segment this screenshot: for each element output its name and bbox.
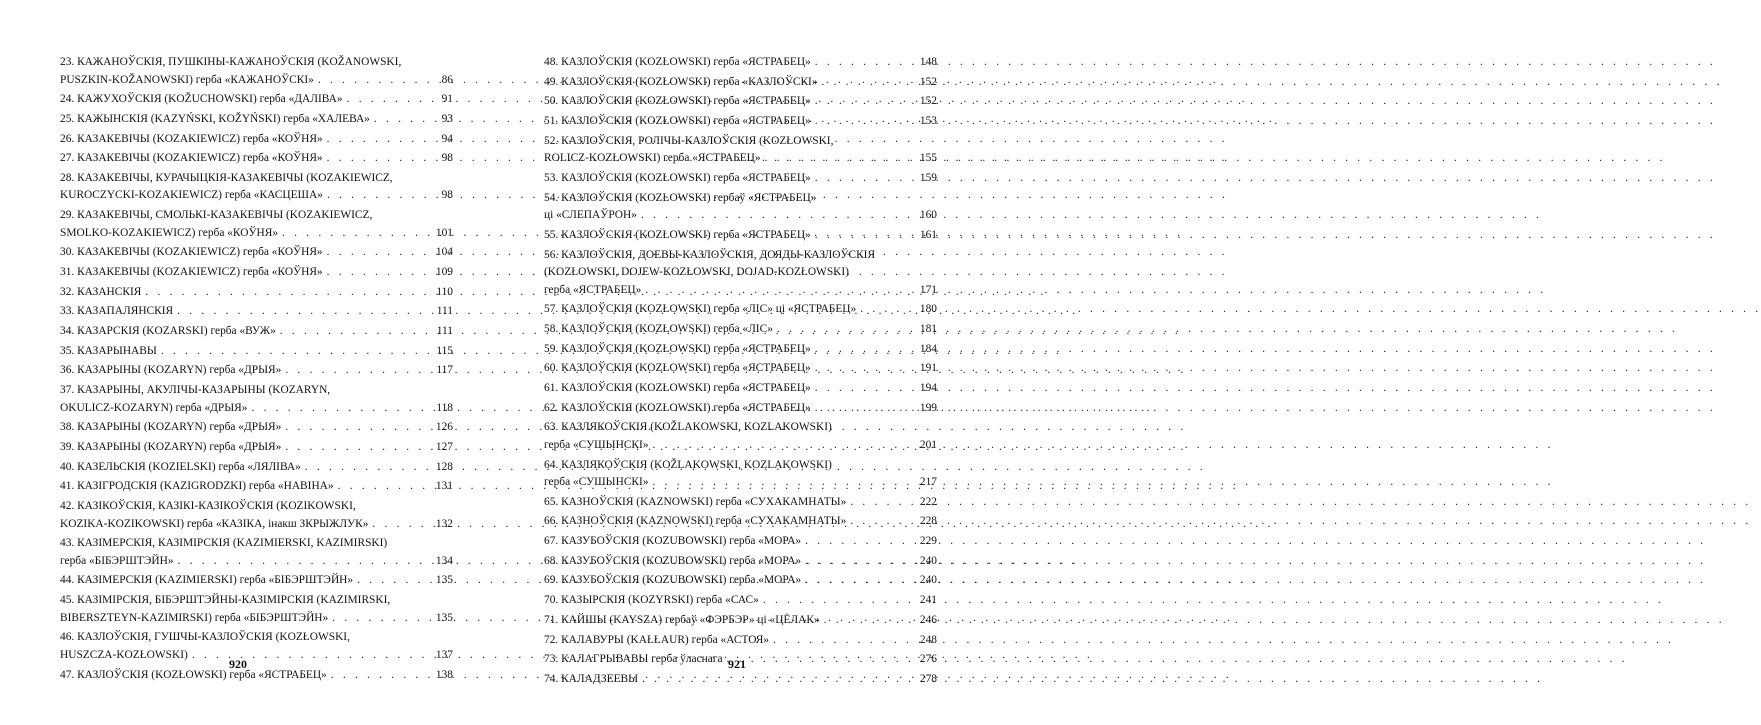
toc-entry-line: 54. КАЗЛОЎСКІЯ (KOZŁOWSKI) гербаў «ЯСТРАБЕЦ» xyxy=(544,191,817,204)
toc-entry xyxy=(60,419,453,437)
toc-entry xyxy=(60,629,453,664)
toc-entry-title: 58. КАЗЛОЎСКІЯ (KOZŁOWSKI) герба «ЛІС» xyxy=(544,322,773,335)
toc-entry-line: 42. КАЗІКОЎСКІЯ, КАЗІКІ-КАЗІКОЎСКІЯ (KOZIKOWSKI, xyxy=(60,500,356,513)
dot-leader xyxy=(642,671,1543,689)
toc-entry xyxy=(60,478,453,496)
toc-entry-page: 194 xyxy=(919,381,937,394)
toc-entry-last-line xyxy=(544,671,903,689)
toc-entry-last-line xyxy=(60,478,419,496)
toc-entry-title: герба «СУШЫНСКІ» xyxy=(544,476,649,488)
toc-entry xyxy=(60,323,453,341)
dot-leader xyxy=(815,113,1716,131)
toc-entry-title: 59. КАЗЛОЎСКІЯ (KOZŁOWSKI) герба «ЯСТРАБЕЦ» xyxy=(544,342,811,355)
toc-entry-page: 115 xyxy=(436,344,453,357)
toc-entry xyxy=(544,380,937,398)
toc-entry-last-line xyxy=(544,113,903,131)
toc-entry-last-line xyxy=(60,225,419,243)
toc-entry-last-line xyxy=(544,494,903,512)
toc-entry-last-line xyxy=(60,187,419,205)
toc-entry-page: 217 xyxy=(919,476,937,488)
toc-entry-page: 135 xyxy=(435,574,453,587)
toc-entry-page: 159 xyxy=(919,171,937,184)
toc-entry-page: 160 xyxy=(919,209,937,222)
toc-entry-page: 229 xyxy=(919,535,937,548)
right-page-toc xyxy=(544,54,937,691)
toc-entry-title: 47. КАЗЛОЎСКІЯ (KOZŁOWSKI) герба «ЯСТРАБЕЦ» xyxy=(60,668,327,681)
toc-entry-line: 29. КАЗАКЕВІЧЫ, СМОЛЬКІ-КАЗАКЕВІЧЫ (KOZAKIEWICZ, xyxy=(60,209,373,222)
toc-entry xyxy=(60,439,453,457)
toc-entry-page: 171 xyxy=(919,283,937,296)
toc-entry xyxy=(60,150,453,168)
dot-leader xyxy=(815,54,1716,72)
toc-entry-last-line xyxy=(544,632,903,650)
toc-entry xyxy=(544,553,937,571)
toc-entry-title: 61. КАЗЛОЎСКІЯ (KOZŁOWSKI) герба «ЯСТРАБЕЦ» xyxy=(544,381,811,394)
toc-entry-page: 128 xyxy=(435,460,453,473)
toc-entry-title: 48. КАЗЛОЎСКІЯ (KOZŁOWSKI) герба «ЯСТРАБЕЦ» xyxy=(544,56,811,68)
toc-entry-title: 24. КАЖУХОЎСКІЯ (KOŽUCHOWSKI) герба «ДАЛІВА» xyxy=(60,93,343,106)
toc-entry xyxy=(544,321,937,339)
dot-leader xyxy=(773,632,1674,650)
toc-entry-title: KOZIKA-KOZIKOWSKI) герба «КАЗІКА, інакш ЗКРЫЖЛУК» xyxy=(60,517,369,530)
toc-entry xyxy=(60,667,453,685)
toc-entry-page: 155 xyxy=(919,152,937,165)
toc-entry-last-line xyxy=(544,207,903,225)
dot-leader xyxy=(860,301,1761,319)
toc-entry-page: 118 xyxy=(436,401,453,414)
toc-entry-line: 63. КАЗЛЯКОЎСКІЯ (KOŽLAKOWSKI, KOZLAKOWSKI) xyxy=(544,421,832,434)
toc-entry-page: 127 xyxy=(435,441,453,453)
dot-leader xyxy=(815,341,1716,359)
left-page-number: 920 xyxy=(229,657,247,671)
toc-entry-last-line xyxy=(60,459,419,477)
dot-leader xyxy=(805,533,1706,551)
toc-entry-last-line xyxy=(544,592,903,610)
toc-entry-title: PUSZKIN-KOŽANOWSKI) герба «КАЖАНОЎСКІ» xyxy=(60,73,314,86)
toc-entry-page: 180 xyxy=(919,303,937,316)
toc-entry xyxy=(544,400,937,418)
toc-entry xyxy=(544,190,937,225)
toc-entry-title: 73. КАЛАГРЫВАВЫ герба ўласнага xyxy=(544,653,723,666)
toc-entry-page: 248 xyxy=(919,633,937,646)
toc-entry-line: 43. КАЗІМЕРСКІЯ, КАЗІМІРСКІЯ (KAZIMIERSKI, KAZIMIRSKI) xyxy=(60,537,388,550)
dot-leader xyxy=(815,380,1716,398)
toc-entry-last-line xyxy=(60,572,419,590)
toc-entry-last-line xyxy=(60,72,419,90)
toc-entry-title: 40. КАЗЕЛЬСКІЯ (KOZIELSKI) герба «ЛЯЛІВА» xyxy=(60,460,301,473)
toc-entry-last-line xyxy=(544,301,903,319)
toc-entry-page: 246 xyxy=(919,613,937,626)
toc-entry-last-line xyxy=(544,341,903,359)
toc-entry-title: 34. КАЗАРСКІЯ (KOZARSKI) герба «ВУЖ» xyxy=(60,325,276,338)
toc-entry-page: 93 xyxy=(441,112,453,125)
toc-entry xyxy=(544,592,937,610)
toc-entry-page: 240 xyxy=(919,554,937,567)
toc-entry xyxy=(544,419,937,454)
toc-entry xyxy=(544,227,937,245)
toc-entry-title: 74. КАЛАДЗЕЕВЫ xyxy=(544,672,639,685)
toc-entry-page: 201 xyxy=(919,438,937,451)
toc-entry-last-line xyxy=(60,610,419,628)
dot-leader xyxy=(850,513,1751,531)
toc-entry xyxy=(60,54,453,89)
toc-entry-title: герба «ЯСТРАБЕЦ» xyxy=(544,283,642,296)
toc-entry-page: 110 xyxy=(436,285,453,298)
toc-entry-last-line xyxy=(544,360,903,378)
toc-entry-page: 126 xyxy=(435,421,453,434)
toc-entry-last-line xyxy=(60,647,419,665)
toc-entry-title: 31. КАЗАКЕВІЧЫ (KOZAKIEWICZ) герба «КОЎНЯ» xyxy=(60,266,323,278)
toc-entry-last-line xyxy=(60,131,419,149)
toc-entry-page: 111 xyxy=(436,325,453,338)
toc-entry xyxy=(60,498,453,533)
dot-leader xyxy=(641,207,1542,225)
toc-entry xyxy=(544,93,937,111)
dot-leader xyxy=(815,93,1716,111)
dot-leader xyxy=(815,360,1716,378)
toc-entry-last-line xyxy=(60,91,419,109)
toc-entry-page: 98 xyxy=(441,152,453,165)
toc-entry-last-line xyxy=(544,282,903,300)
toc-entry-title: KUROCZYCKI-KOZAKIEWICZ) герба «КАСЦЕША» xyxy=(60,189,323,202)
dot-leader xyxy=(763,592,1664,610)
toc-entry-last-line xyxy=(60,362,419,380)
toc-entry-page: 117 xyxy=(436,364,453,377)
toc-entry-last-line xyxy=(544,553,903,571)
toc-entry xyxy=(544,457,937,492)
toc-entry xyxy=(544,301,937,319)
dot-leader xyxy=(777,321,1678,339)
toc-entry-last-line xyxy=(544,612,903,630)
toc-entry-title: 65. КАЗНОЎСКІЯ (KAZNOWSKI) герба «СУХАКАМНАТЫ» xyxy=(544,495,847,508)
toc-entry-title: BIBERSZTEYN-KAZIMIRSKI) герба «БІБЭРШТЭЙН» xyxy=(60,611,329,624)
toc-entry xyxy=(544,74,937,92)
toc-entry-line: 56. КАЗЛОЎСКІЯ, ДОЕВЫ-КАЗЛОЎСКІЯ, ДОЯДЫ-КАЗЛОЎСКІЯ xyxy=(544,248,876,261)
toc-entry-last-line xyxy=(544,437,903,455)
toc-entry xyxy=(60,362,453,380)
toc-entry-page: 152 xyxy=(919,75,937,88)
toc-entry xyxy=(544,113,937,131)
toc-entry xyxy=(60,244,453,262)
toc-entry xyxy=(544,341,937,359)
toc-entry-page: 111 xyxy=(436,305,453,318)
toc-entry-line: (KOZŁOWSKI, DOJEW-KOZŁOWSKI, DOJAD-KOZŁOWSKI) xyxy=(544,266,849,278)
dot-leader xyxy=(645,282,1546,300)
dot-leader xyxy=(805,553,1706,571)
toc-entry-last-line xyxy=(544,572,903,590)
toc-entry xyxy=(60,535,453,570)
toc-entry-title: 71. КАЙШЫ (KAYSZA) гербаў «ФЭРБЭР» ці «ЦЁЛАК» xyxy=(544,613,820,626)
toc-entry-last-line xyxy=(544,227,903,245)
toc-entry-page: 240 xyxy=(919,574,937,587)
toc-entry xyxy=(60,170,453,205)
toc-entry-line: 64. КАЗЛЯКОЎСКІЯ (KOŽLAKOWSKI, KOZLAKOWSKI) xyxy=(544,458,832,471)
toc-entry-title: HUSZCZA-KOZŁOWSKI) xyxy=(60,648,188,661)
toc-entry-page: 91 xyxy=(441,93,453,106)
toc-entry-page: 148 xyxy=(919,56,937,68)
toc-entry-title: 62. КАЗЛОЎСКІЯ (KOZŁOWSKI) герба «ЯСТРАБЕЦ» xyxy=(544,401,811,414)
toc-entry-title: 51. КАЗЛОЎСКІЯ (KOZŁOWSKI) герба «ЯСТРАБЕЦ» xyxy=(544,115,811,128)
dot-leader xyxy=(824,612,1725,630)
toc-entry-title: 67. КАЗУБОЎСКІЯ (KOZUBOWSKI) герба «МОРА» xyxy=(544,535,802,548)
toc-entry-line: 28. КАЗАКЕВІЧЫ, КУРАЧЫЦКІЯ-КАЗАКЕВІЧЫ (KOZAKIEWICZ, xyxy=(60,171,393,184)
toc-entry xyxy=(60,343,453,361)
toc-entry-last-line xyxy=(544,513,903,531)
toc-entry-title: 35. КАЗАРЫНАВЫ xyxy=(60,344,157,357)
dot-leader xyxy=(815,170,1716,188)
toc-entry xyxy=(544,572,937,590)
toc-entry xyxy=(544,133,937,168)
toc-entry-title: 53. КАЗЛОЎСКІЯ (KOZŁOWSKI) герба «ЯСТРАБЕЦ» xyxy=(544,171,811,184)
toc-entry-title: 57. КАЗЛОЎСКІЯ (KOZŁOWSKI) герба «ЛІС» ці «ЯСТРАБЕЦ» xyxy=(544,303,857,316)
toc-entry xyxy=(60,111,453,129)
toc-entry-title: 66. КАЗНОЎСКІЯ (KAZNOWSKI) герба «СУХАКАМНАТЫ» xyxy=(544,515,847,528)
toc-entry-last-line xyxy=(544,400,903,418)
toc-entry-title: 25. КАЖЫНСКІЯ (KAZYŃSKI, KOŽYŃSKI) герба «ХАЛЕВА» xyxy=(60,112,370,125)
toc-entry xyxy=(60,459,453,477)
toc-entry-last-line xyxy=(60,419,419,437)
toc-entry xyxy=(544,612,937,630)
toc-entry-title: герба «БІБЭРШТЭЙН» xyxy=(60,554,174,567)
toc-entry-last-line xyxy=(60,244,419,262)
toc-entry-title: 70. КАЗЫРСКІЯ (KOZYRSKI) герба «САС» xyxy=(544,594,759,607)
toc-entry xyxy=(544,494,937,512)
toc-entry-line: 23. КАЖАНОЎСКІЯ, ПУШКІНЫ-КАЖАНОЎСКІЯ (KOŽANOWSKI, xyxy=(60,56,402,68)
toc-entry xyxy=(60,264,453,282)
toc-entry-last-line xyxy=(60,400,419,418)
toc-entry-last-line xyxy=(544,74,903,92)
toc-entry-page: 138 xyxy=(435,668,453,681)
toc-entry-page: 228 xyxy=(919,515,937,528)
toc-entry-last-line xyxy=(544,533,903,551)
toc-entry-title: 36. КАЗАРЫНЫ (KOZARYN) герба «ДРЫЯ» xyxy=(60,364,282,377)
toc-entry-page: 276 xyxy=(919,653,937,666)
toc-entry xyxy=(60,572,453,590)
toc-entry-title: OKULICZ-KOZARYN) герба «ДРЫЯ» xyxy=(60,401,248,414)
toc-entry-title: 32. КАЗАНСКІЯ xyxy=(60,285,142,298)
toc-entry-page: 135 xyxy=(435,611,453,624)
toc-entry-page: 181 xyxy=(919,322,937,335)
toc-entry-title: 41. КАЗІГРОДСКІЯ (KAZIGRODZKI) герба «НАВІНА» xyxy=(60,480,334,493)
toc-entry-page: 98 xyxy=(441,189,453,202)
toc-entry-page: 222 xyxy=(919,495,937,508)
toc-entry-page: 86 xyxy=(441,73,453,86)
toc-entry xyxy=(544,360,937,378)
toc-entry-line: 52. КАЗЛОЎСКІЯ, РОЛІЧЫ-КАЗЛОЎСКІЯ (KOZŁOWSKI, xyxy=(544,134,834,147)
dot-leader xyxy=(727,651,1628,669)
toc-entry-page: 199 xyxy=(919,401,937,414)
toc-entry-last-line xyxy=(60,284,419,302)
toc-entry xyxy=(544,54,937,72)
toc-entry-title: 55. КАЗЛОЎСКІЯ (KOZŁOWSKI) герба «ЯСТРАБЕЦ» xyxy=(544,228,811,241)
toc-entry-last-line xyxy=(60,111,419,129)
left-page-toc xyxy=(60,54,453,686)
toc-entry-title: 30. КАЗАКЕВІЧЫ (KOZAKIEWICZ) герба «КОЎНЯ» xyxy=(60,246,323,259)
dot-leader xyxy=(815,227,1716,245)
toc-entry-title: 72. КАЛАВУРЫ (KAŁŁAUR) герба «АСТОЯ» xyxy=(544,633,769,646)
toc-entry xyxy=(544,170,937,188)
toc-entry-title: 69. КАЗУБОЎСКІЯ (KOZUBOWSKI) герба «МОРА» xyxy=(544,574,802,587)
toc-entry xyxy=(544,533,937,551)
toc-entry-title: 26. КАЗАКЕВІЧЫ (KOZAKIEWICZ) герба «КОЎНЯ» xyxy=(60,132,323,145)
toc-entry-page: 94 xyxy=(441,132,453,145)
toc-entry-last-line xyxy=(544,474,903,492)
toc-entry-page: 161 xyxy=(919,228,937,241)
toc-entry xyxy=(544,632,937,650)
toc-entry-page: 241 xyxy=(919,594,937,607)
toc-entry-page: 191 xyxy=(919,362,937,375)
toc-entry xyxy=(544,247,937,300)
toc-entry-page: 134 xyxy=(435,554,453,567)
toc-entry-title: 68. КАЗУБОЎСКІЯ (KOZUBOWSKI) герба «МОРА» xyxy=(544,554,802,567)
toc-entry-page: 104 xyxy=(435,246,453,259)
toc-entry-last-line xyxy=(544,150,903,168)
toc-entry-page: 153 xyxy=(919,115,937,128)
toc-entry-last-line xyxy=(60,343,419,361)
toc-entry-page: 131 xyxy=(435,480,453,493)
toc-entry-last-line xyxy=(60,516,419,534)
dot-leader xyxy=(653,437,1554,455)
toc-entry xyxy=(60,207,453,242)
toc-entry-title: ROLICZ-KOZŁOWSKI) герба «ЯСТРАБЕЦ» xyxy=(544,152,761,165)
toc-entry-page: 109 xyxy=(435,266,453,278)
right-page-number: 921 xyxy=(728,657,746,671)
toc-entry-title: 39. КАЗАРЫНЫ (KOZARYN) герба «ДРЫЯ» xyxy=(60,441,282,453)
toc-entry-title: 27. КАЗАКЕВІЧЫ (KOZAKIEWICZ) герба «КОЎНЯ» xyxy=(60,152,323,165)
toc-entry xyxy=(60,284,453,302)
toc-entry-last-line xyxy=(544,93,903,111)
toc-entry-last-line xyxy=(544,321,903,339)
toc-entry-last-line xyxy=(60,303,419,321)
toc-entry xyxy=(544,513,937,531)
toc-entry-title: герба «СУШЫНСКІ» xyxy=(544,438,649,451)
toc-entry-last-line xyxy=(60,553,419,571)
toc-entry-title: 38. КАЗАРЫНЫ (KOZARYN) герба «ДРЫЯ» xyxy=(60,421,282,434)
toc-entry-page: 184 xyxy=(919,342,937,355)
dot-leader xyxy=(765,150,1666,168)
dot-leader xyxy=(815,400,1716,418)
toc-entry xyxy=(60,131,453,149)
toc-entry xyxy=(60,382,453,417)
dot-leader xyxy=(805,572,1706,590)
dot-leader xyxy=(822,74,1723,92)
toc-entry-last-line xyxy=(544,380,903,398)
dot-leader xyxy=(653,474,1554,492)
toc-entry xyxy=(60,91,453,109)
toc-entry-title: 60. КАЗЛОЎСКІЯ (KOZŁOWSKI) герба «ЯСТРАБЕЦ» xyxy=(544,362,811,375)
toc-entry-line: 37. КАЗАРЫНЫ, АКУЛІЧЫ-КАЗАРЫНЫ (KOZARYN, xyxy=(60,384,331,397)
toc-entry-line: 45. КАЗІМІРСКІЯ, БІБЭРШТЭЙНЫ-КАЗІМІРСКІЯ (KAZIMIRSKI, xyxy=(60,594,391,607)
toc-entry xyxy=(544,671,937,689)
toc-entry-page: 152 xyxy=(919,95,937,108)
toc-entry-title: 33. КАЗАПАЛЯНСКІЯ xyxy=(60,305,174,318)
toc-entry-title: 49. КАЗЛОЎСКІЯ (KOZŁOWSKI) герба «КАЗЛОЎСКІ» xyxy=(544,75,818,88)
toc-entry-last-line xyxy=(544,54,903,72)
toc-entry-last-line xyxy=(60,323,419,341)
toc-entry-last-line xyxy=(60,150,419,168)
dot-leader xyxy=(850,494,1751,512)
toc-entry-title: ці «СЛЕПАЎРОН» xyxy=(544,209,637,222)
toc-entry-page: 278 xyxy=(919,672,937,685)
toc-entry xyxy=(60,592,453,627)
toc-entry-title: SMOLKO-KOZAKIEWICZ) герба «КОЎНЯ» xyxy=(60,226,279,239)
toc-entry-title: 44. КАЗІМЕРСКІЯ (KAZIMIERSKI) герба «БІБЭРШТЭЙН» xyxy=(60,574,354,587)
toc-entry-page: 137 xyxy=(435,648,453,661)
toc-entry-line: 46. КАЗЛОЎСКІЯ, ГУШЧЫ-КАЗЛОЎСКІЯ (KOZŁOWSKI, xyxy=(60,631,350,644)
toc-entry xyxy=(60,303,453,321)
toc-entry-last-line xyxy=(60,667,419,685)
toc-entry-last-line xyxy=(544,170,903,188)
toc-entry-last-line xyxy=(60,439,419,457)
toc-entry-page: 132 xyxy=(435,517,453,530)
toc-entry-page: 101 xyxy=(435,226,453,239)
toc-entry-title: 50. КАЗЛОЎСКІЯ (KOZŁOWSKI) герба «ЯСТРАБЕЦ» xyxy=(544,95,811,108)
toc-entry-last-line xyxy=(60,264,419,282)
